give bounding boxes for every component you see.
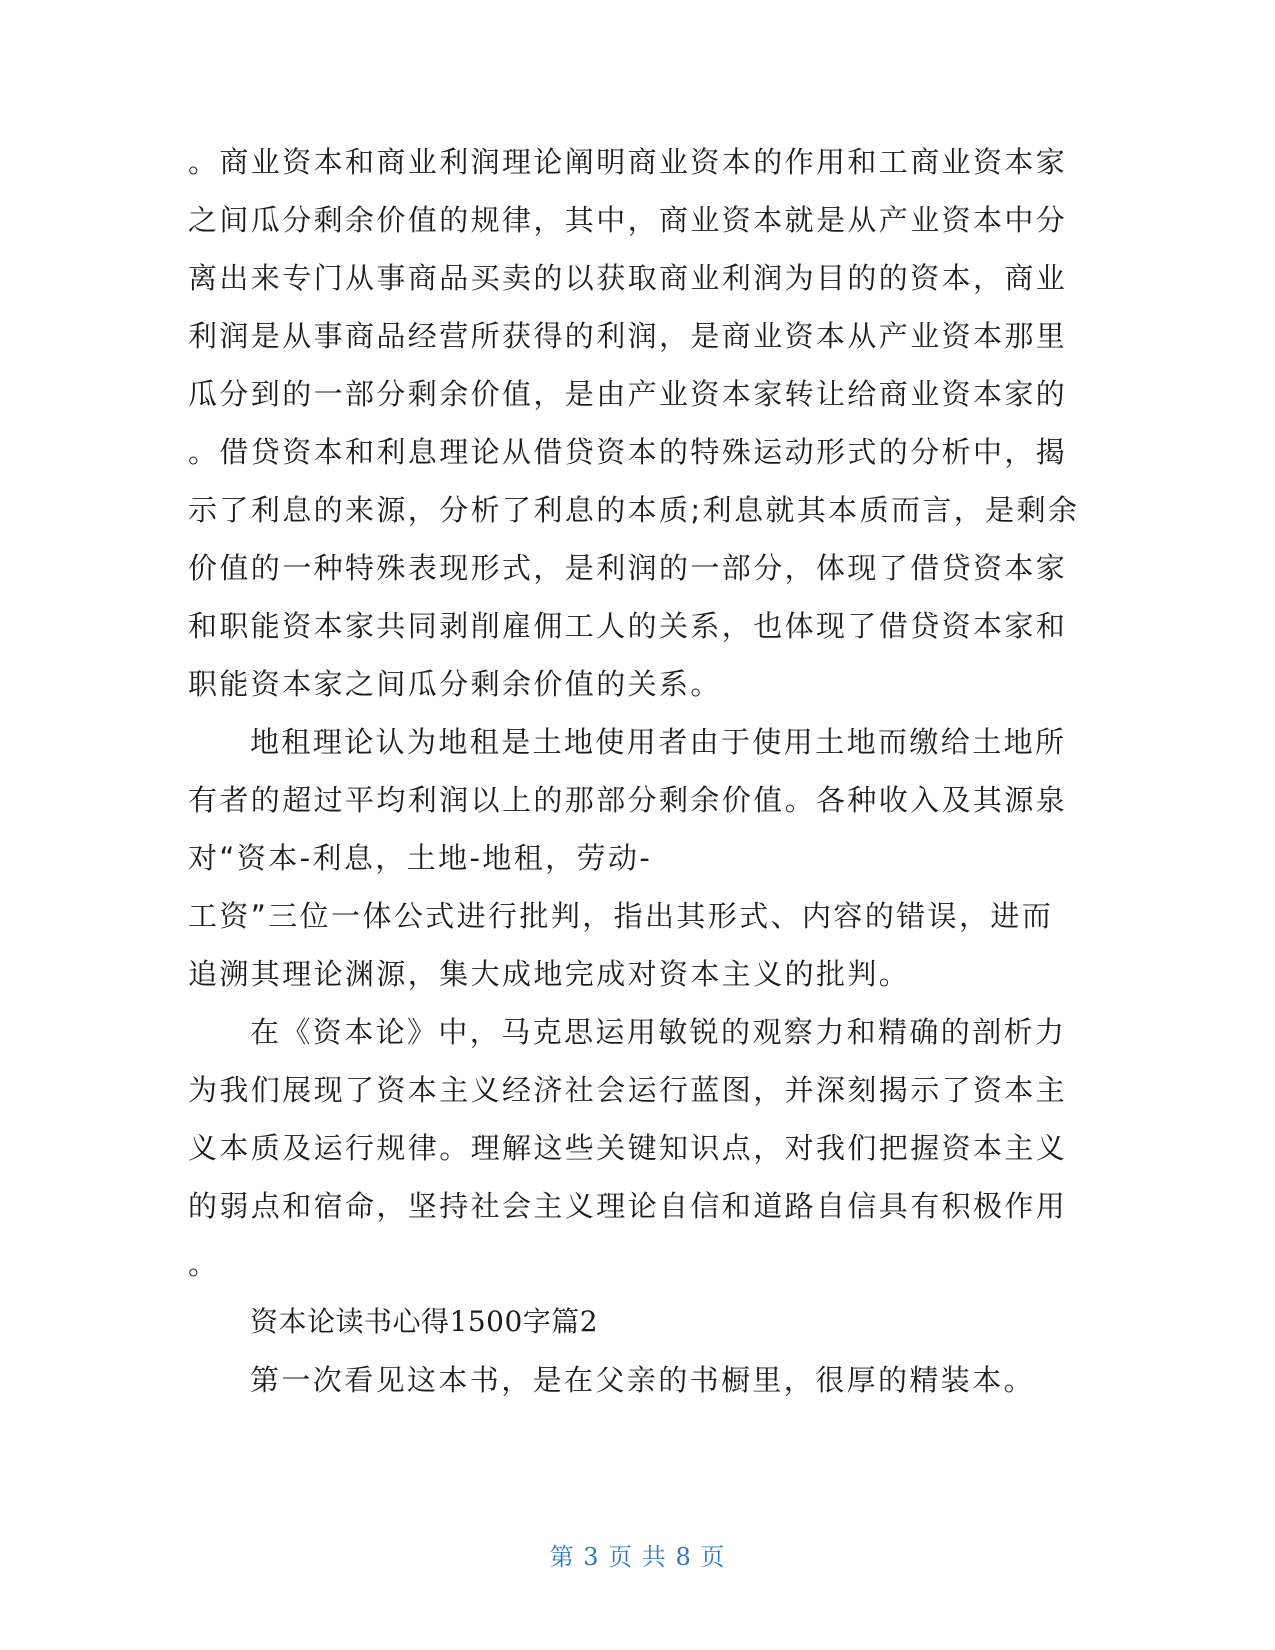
body-text-line: 示了利息的来源，分析了利息的本质;利息就其本质而言，是剩余 [188,493,1080,527]
body-text-line: 义本质及运行规律。理解这些关键知识点，对我们把握资本主义 [188,1131,1068,1165]
body-text-line: 之间瓜分剩余价值的规律，其中，商业资本就是从产业资本中分 [188,203,1068,237]
paragraph-start-line: 第一次看见这本书，是在父亲的书橱里，很厚的精装本。 [250,1363,1036,1397]
body-text-line: 对“资本-利息，土地-地租，劳动- [188,841,653,875]
body-text-line: 的弱点和宿命，坚持社会主义理论自信和道路自信具有积极作用 [188,1189,1068,1223]
body-text-line: 和职能资本家共同剥削雇佣工人的关系，也体现了借贷资本家和 [188,609,1068,643]
body-text-line: 。借贷资本和利息理论从借贷资本的特殊运动形式的分析中，揭 [188,435,1068,469]
section-heading: 资本论读书心得1500字篇2 [250,1305,599,1338]
body-text-line: 价值的一种特殊表现形式，是利润的一部分，体现了借贷资本家 [188,551,1068,585]
body-text-line: 离出来专门从事商品买卖的以获取商业利润为目的的资本，商业 [188,261,1068,295]
body-text-line: 工资”三位一体公式进行批判，指出其形式、内容的错误，进而 [188,899,1054,933]
paragraph-start-line: 在《资本论》中，马克思运用敏锐的观察力和精确的剖析力 [250,1015,1067,1049]
body-text-line: 为我们展现了资本主义经济社会运行蓝图，并深刻揭示了资本主 [188,1073,1068,1107]
body-text-line: 。商业资本和商业利润理论阐明商业资本的作用和工商业资本家 [188,145,1068,179]
paragraph-start-line: 地租理论认为地租是土地使用者由于使用土地而缴给土地所 [250,725,1067,759]
page-footer: 第 3 页 共 8 页 [549,1543,726,1571]
body-text-line: 。 [188,1247,220,1281]
body-text-line: 追溯其理论渊源，集大成地完成对资本主义的批判。 [188,957,911,991]
body-text-line: 利润是从事商品经营所获得的利润，是商业资本从产业资本那里 [188,319,1068,353]
body-text-line: 瓜分到的一部分剩余价值，是由产业资本家转让给商业资本家的 [188,377,1068,411]
body-text-line: 职能资本家之间瓜分剩余价值的关系。 [188,667,722,701]
body-text-line: 有者的超过平均利润以上的那部分剩余价值。各种收入及其源泉 [188,783,1068,817]
